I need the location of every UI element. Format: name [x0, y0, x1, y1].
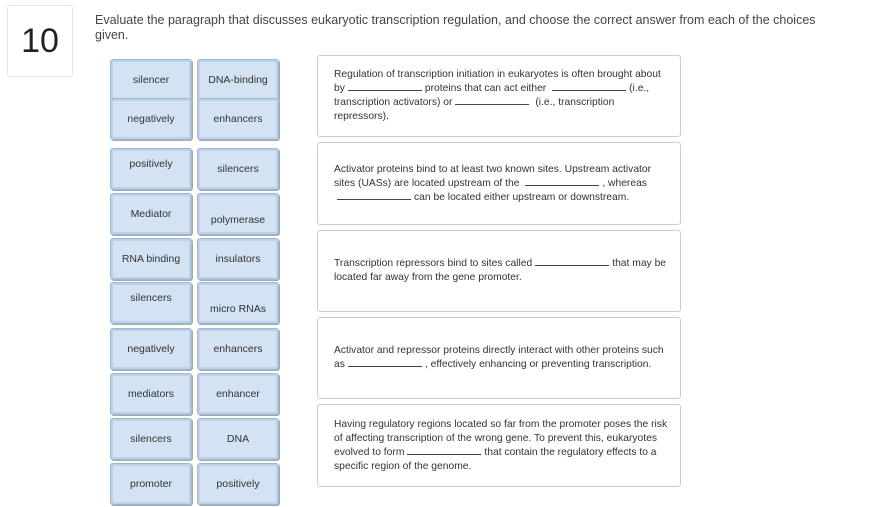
paragraph-segment: can be located either upstream or downstream. — [414, 191, 630, 203]
answer-blank[interactable] — [407, 446, 481, 455]
answer-blank[interactable] — [337, 191, 411, 200]
choice-tile[interactable]: silencer — [110, 59, 192, 101]
choice-tile[interactable]: RNA binding — [110, 238, 192, 280]
answer-blank[interactable] — [535, 257, 609, 266]
paragraph-segment: Having regulatory regions located so far from the promoter poses the risk of affecting transcription of the wrong gene. To prevent this, eukaryotes evolved to form — [334, 418, 668, 458]
paragraph-text — [334, 257, 670, 285]
paragraph-card-1 — [317, 55, 681, 137]
choice-tile[interactable]: positively — [110, 148, 192, 190]
paragraph-segment: , effectively enhancing or preventing transcription. — [424, 359, 652, 370]
choice-tile[interactable]: Mediator — [110, 193, 192, 235]
paragraph-segment: that contain the regulatory effects to a specific region of the genome. — [334, 446, 657, 472]
choice-tile[interactable]: DNA-binding — [197, 59, 279, 101]
choice-tile[interactable]: polymerase — [197, 193, 279, 235]
answer-blank[interactable] — [552, 82, 626, 91]
paragraph-card-4 — [317, 317, 681, 399]
paragraph-segment: (i.e., transcription activators) or — [334, 83, 650, 108]
answer-blank[interactable] — [525, 177, 599, 186]
paragraph-text — [334, 163, 670, 205]
paragraph-text — [334, 418, 670, 474]
choice-tile[interactable]: micro RNAs — [197, 282, 279, 324]
choice-tile[interactable]: silencers — [110, 418, 192, 460]
paragraph-text — [334, 68, 670, 124]
paragraph-segment: Activator and repressor proteins directly interact with other proteins such as — [334, 345, 664, 370]
choice-tile[interactable]: negatively — [110, 98, 192, 140]
paragraph-segment: Transcription repressors bind to sites called — [334, 258, 533, 269]
choice-tile[interactable]: silencers — [197, 148, 279, 190]
choice-tile[interactable]: enhancers — [197, 98, 279, 140]
paragraph-segment: , whereas — [602, 177, 647, 189]
question-instruction: Evaluate the paragraph that discusses eukaryotic transcription regulation, and choose the correct answer from each of the choices given. — [95, 13, 816, 42]
choice-tile[interactable]: promoter — [110, 463, 192, 505]
choice-tile[interactable]: enhancers — [197, 328, 279, 370]
choice-tile[interactable]: DNA — [197, 418, 279, 460]
paragraph-segment: (i.e., transcription repressors). — [334, 97, 615, 122]
answer-blank[interactable] — [348, 358, 422, 367]
paragraph-card-5 — [317, 404, 681, 487]
choice-tile[interactable]: mediators — [110, 373, 192, 415]
paragraph-segment: Regulation of transcription initiation in eukaryotes is often brought about by — [334, 69, 661, 94]
paragraph-segment: proteins that can act either — [424, 83, 547, 94]
choice-tile[interactable]: negatively — [110, 328, 192, 370]
choice-tile[interactable]: insulators — [197, 238, 279, 280]
paragraph-card-2 — [317, 142, 681, 225]
choice-tile[interactable]: positively — [197, 463, 279, 505]
paragraph-text — [334, 344, 670, 372]
choice-tile[interactable]: enhancer — [197, 373, 279, 415]
question-number: 10 — [7, 5, 73, 77]
paragraph-segment: Activator proteins bind to at least two known sites. Upstream activator sites (UASs) are located upstream of the — [334, 163, 652, 189]
answer-blank[interactable] — [455, 96, 529, 105]
paragraph-segment: that may be located far away from the gene promoter. — [334, 258, 667, 283]
paragraph-card-3 — [317, 230, 681, 312]
choice-tile[interactable]: silencers — [110, 282, 192, 324]
answer-blank[interactable] — [348, 82, 422, 91]
